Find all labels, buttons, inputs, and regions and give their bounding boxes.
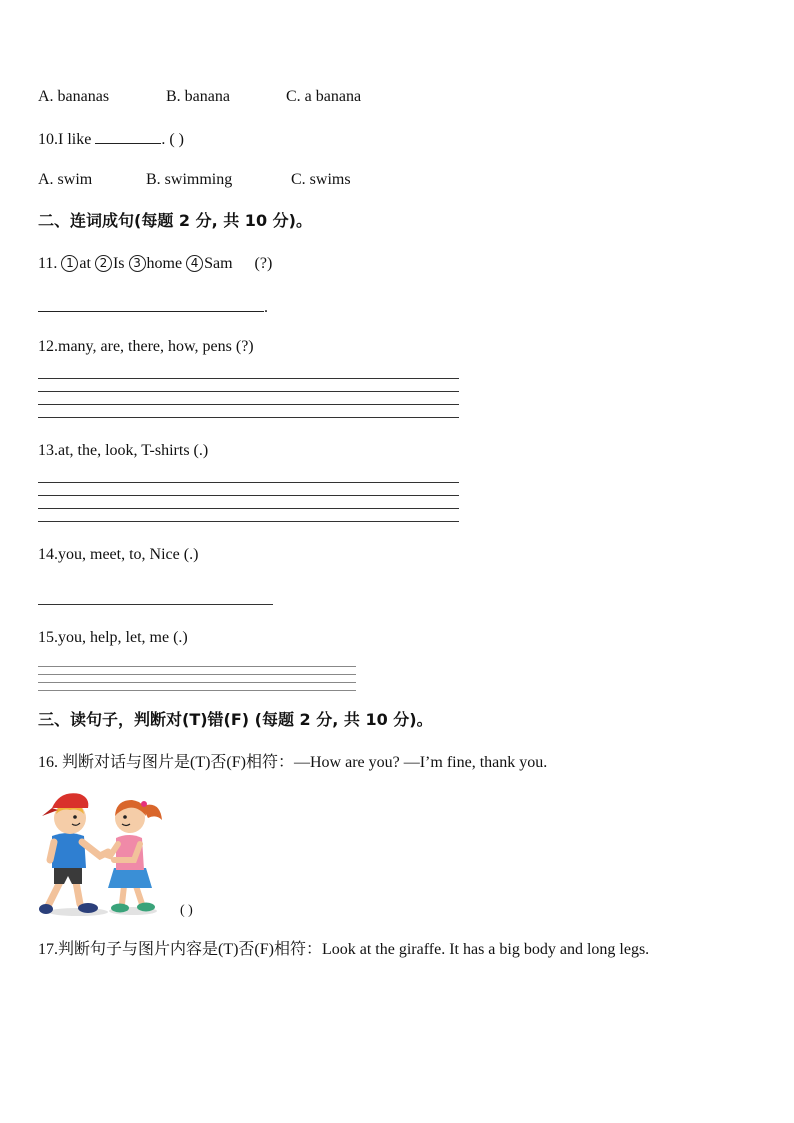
q15-writing-line-1[interactable] bbox=[38, 666, 356, 667]
q13-writing-line-4[interactable] bbox=[38, 521, 459, 522]
q11-word-4: Sam bbox=[204, 255, 233, 272]
q12-writing-line-3[interactable] bbox=[38, 404, 459, 405]
q10-stem-post: . ( ) bbox=[161, 131, 184, 148]
q15-writing-line-2[interactable] bbox=[38, 674, 356, 675]
section2-title: 二、连词成句(每题 2 分, 共 10 分)。 bbox=[38, 211, 312, 230]
q17-stem: 17.判断句子与图片内容是(T)否(F)相符：Look at the giraffe. It has a big body and long legs. bbox=[38, 941, 650, 958]
q10-option-b: B. swimming bbox=[146, 171, 233, 188]
q11-word-1: at bbox=[79, 255, 91, 272]
kids-shaking-hands-illustration bbox=[38, 786, 178, 920]
section3-title: 三、读句子，判断对(T)错(F) (每题 2 分, 共 10 分)。 bbox=[38, 710, 433, 729]
q11-circle-2: 2 bbox=[95, 255, 112, 272]
q11-circle-3: 3 bbox=[129, 255, 146, 272]
q12-writing-line-4[interactable] bbox=[38, 417, 459, 418]
q11-circle-1: 1 bbox=[61, 255, 78, 272]
q13-writing-line-1[interactable] bbox=[38, 482, 459, 483]
q15-writing-line-3[interactable] bbox=[38, 682, 356, 683]
q13-writing-line-3[interactable] bbox=[38, 508, 459, 509]
q14-answer-line[interactable] bbox=[38, 604, 273, 605]
q11-word-2: Is bbox=[112, 255, 125, 272]
q10-stem bbox=[38, 129, 184, 150]
q13-stem: 13.at, the, look, T-shirts (.) bbox=[38, 442, 209, 459]
q11-circle-4: 4 bbox=[186, 255, 203, 272]
q11-end-mark: . bbox=[264, 299, 268, 316]
q10-blank[interactable] bbox=[95, 129, 161, 144]
q10-option-a: A. swim bbox=[38, 171, 93, 188]
q12-stem: 12.many, are, there, how, pens (?) bbox=[38, 338, 254, 355]
q14-stem: 14.you, meet, to, Nice (.) bbox=[38, 546, 199, 563]
q11-stem bbox=[38, 254, 272, 274]
q11-word-3: home bbox=[146, 255, 183, 272]
q9-option-a: A. bananas bbox=[38, 88, 110, 105]
q12-writing-line-1[interactable] bbox=[38, 378, 459, 379]
q16-stem: 16. 判断对话与图片是(T)否(F)相符：—How are you? —I’m fine, thank you. bbox=[38, 754, 548, 771]
q10-option-c: C. swims bbox=[291, 171, 351, 188]
q11-number: 11. bbox=[38, 255, 62, 272]
q10-stem-pre: 10.I like bbox=[38, 131, 96, 148]
q11-answer-line[interactable] bbox=[38, 297, 264, 312]
q9-option-b: B. banana bbox=[166, 88, 230, 105]
q11-tail: (?) bbox=[254, 255, 273, 272]
q12-writing-line-2[interactable] bbox=[38, 391, 459, 392]
q16-answer-paren[interactable]: ( ) bbox=[180, 903, 193, 918]
q9-option-c: C. a banana bbox=[286, 88, 362, 105]
q11-answer bbox=[38, 297, 268, 318]
q15-writing-line-4[interactable] bbox=[38, 690, 356, 691]
q15-stem: 15.you, help, let, me (.) bbox=[38, 629, 188, 646]
q13-writing-line-2[interactable] bbox=[38, 495, 459, 496]
